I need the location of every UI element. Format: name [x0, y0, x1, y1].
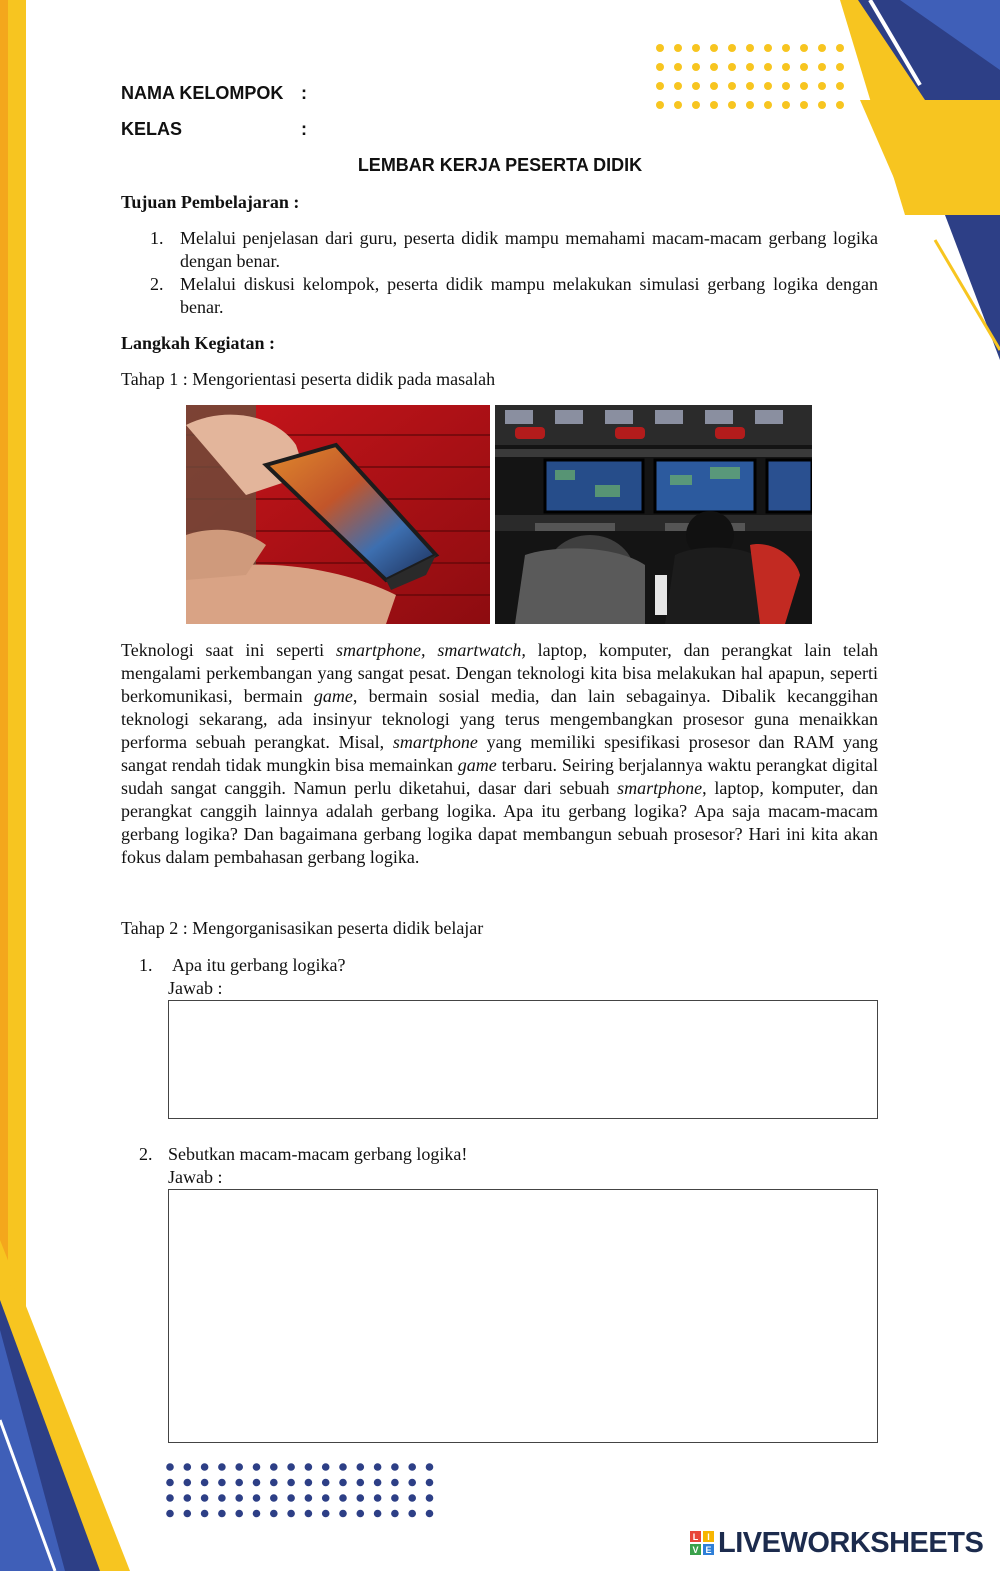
- decor-dot: [322, 1510, 330, 1518]
- decor-dot: [287, 1494, 295, 1502]
- decor-dot: [818, 63, 826, 71]
- decor-dot: [692, 63, 700, 71]
- decor-dot: [305, 1494, 313, 1502]
- decor-dot: [818, 82, 826, 90]
- decor-dot: [391, 1494, 399, 1502]
- decor-dot: [166, 1463, 174, 1471]
- decor-dot: [800, 101, 808, 109]
- paragraph-run: , bermain sosial media, dan lain sebagainya. Dibalik kecanggihan teknologi sekarang, ada insinyur teknologi yang terus mengembangkan prosesor guna menaikkan performa sebuah perangkat. Misal,: [121, 686, 878, 752]
- decor-dot: [692, 101, 700, 109]
- logo-letter: V: [690, 1544, 701, 1555]
- question-text: Sebutkan macam-macam gerbang logika!: [168, 1144, 468, 1164]
- decor-dot: [836, 82, 844, 90]
- decor-dot: [287, 1463, 295, 1471]
- liveworksheets-logo[interactable]: [690, 1526, 983, 1560]
- decor-dot: [253, 1479, 261, 1487]
- decor-dot: [746, 63, 754, 71]
- decor-dot: [710, 101, 718, 109]
- decor-dot: [357, 1494, 365, 1502]
- decor-dot: [253, 1463, 261, 1471]
- decor-dot: [201, 1463, 209, 1471]
- decor-dot: [201, 1494, 209, 1502]
- decor-dot: [836, 101, 844, 109]
- class-colon: :: [301, 119, 307, 139]
- paragraph-run: yang memiliki spesifikasi prosesor dan RAM yang sangat rendah tidak mungkin bisa memainkan: [121, 732, 878, 775]
- decor-dot: [201, 1510, 209, 1518]
- decor-dot: [305, 1479, 313, 1487]
- paragraph-italic-run: smartphone, smartwatch,: [336, 640, 526, 660]
- objective-number: 2.: [150, 274, 164, 294]
- page-title-text: LEMBAR KERJA PESERTA DIDIK: [357, 155, 643, 175]
- decor-dot: [235, 1479, 243, 1487]
- liveworksheets-logo-icon: [690, 1531, 714, 1555]
- answer-label: Jawab :: [168, 978, 223, 998]
- paragraph-italic-run: game: [313, 686, 353, 706]
- question-text: Apa itu gerbang logika?: [172, 955, 346, 975]
- decor-dot: [728, 63, 736, 71]
- decor-dot: [426, 1510, 434, 1518]
- decor-dot: [391, 1479, 399, 1487]
- answer-box-2[interactable]: [168, 1189, 878, 1443]
- decor-dot: [674, 44, 682, 52]
- decor-dot: [357, 1479, 365, 1487]
- logo-letter: E: [703, 1544, 714, 1555]
- paragraph-italic-run: smartphone: [392, 732, 478, 752]
- decor-dot: [764, 44, 772, 52]
- decor-dot: [800, 44, 808, 52]
- class-label: KELAS: [121, 119, 183, 139]
- blue-dot-grid: [162, 1460, 442, 1522]
- decor-dot: [656, 82, 664, 90]
- decor-dot: [782, 63, 790, 71]
- stage1-photos: [186, 405, 812, 624]
- decor-dot: [184, 1463, 192, 1471]
- objectives-heading: Tujuan Pembelajaran :: [121, 192, 300, 212]
- decor-dot: [674, 101, 682, 109]
- decor-dot: [218, 1510, 226, 1518]
- objectives-list: [150, 227, 878, 319]
- decor-dot: [674, 82, 682, 90]
- decor-dot: [322, 1463, 330, 1471]
- decor-dot: [836, 63, 844, 71]
- decor-dot: [656, 63, 664, 71]
- class-row: [121, 119, 307, 140]
- decor-dot: [800, 63, 808, 71]
- decor-dot: [782, 44, 790, 52]
- decor-dot: [374, 1479, 382, 1487]
- decor-dot: [270, 1510, 278, 1518]
- decor-dot: [408, 1510, 416, 1518]
- liveworksheets-wordmark: LIVEWORKSHEETS: [718, 1526, 984, 1559]
- decor-dot: [746, 82, 754, 90]
- decor-dot: [710, 82, 718, 90]
- objective-item: [150, 227, 878, 273]
- decor-dot: [391, 1463, 399, 1471]
- decor-dot: [746, 44, 754, 52]
- decor-dot: [391, 1510, 399, 1518]
- decor-dot: [782, 82, 790, 90]
- decor-dot: [426, 1494, 434, 1502]
- decor-dot: [426, 1463, 434, 1471]
- decor-dot: [782, 101, 790, 109]
- stage1-title: Tahap 1 : Mengorientasi peserta didik pada masalah: [121, 369, 496, 389]
- decor-dot: [674, 63, 682, 71]
- page-title: [0, 155, 1000, 176]
- decor-dot: [764, 82, 772, 90]
- yellow-dot-grid: [650, 40, 850, 112]
- stage2-title: Tahap 2 : Mengorganisasikan peserta didik belajar: [121, 918, 484, 938]
- decor-dot: [305, 1510, 313, 1518]
- decor-dot: [692, 82, 700, 90]
- decor-dot: [374, 1494, 382, 1502]
- decor-dot: [656, 101, 664, 109]
- decor-dot: [728, 44, 736, 52]
- decor-dot: [322, 1479, 330, 1487]
- decor-dot: [800, 82, 808, 90]
- decor-dot: [166, 1494, 174, 1502]
- objective-text: Melalui penjelasan dari guru, peserta didik mampu memahami macam-macam gerbang logika dengan benar.: [180, 228, 878, 271]
- decor-dot: [253, 1510, 261, 1518]
- paragraph-run: , laptop, komputer, dan perangkat canggih lainnya adalah gerbang logika. Apa itu gerbang logika? Apa saja macam-macam gerbang logika? Dan bagaimana gerbang logika dapat membangun sebuah prosesor? Hari ini kita akan fokus dalam pembahasan gerbang logika.: [121, 778, 878, 867]
- group-name-row: [121, 83, 307, 104]
- decor-dot: [322, 1494, 330, 1502]
- decor-dot: [408, 1463, 416, 1471]
- decor-dot: [746, 101, 754, 109]
- decor-dot: [339, 1510, 347, 1518]
- decor-dot: [374, 1510, 382, 1518]
- decor-dot: [166, 1479, 174, 1487]
- decor-dot: [357, 1510, 365, 1518]
- decor-dot: [710, 63, 718, 71]
- decor-dot: [408, 1494, 416, 1502]
- decor-dot: [218, 1479, 226, 1487]
- paragraph-italic-run: smartphone: [617, 778, 703, 798]
- objective-item: [150, 273, 878, 319]
- stage1-paragraph: [121, 639, 878, 869]
- question-number: 2.: [139, 1144, 153, 1164]
- decor-dot: [287, 1510, 295, 1518]
- group-name-label: NAMA KELOMPOK: [121, 83, 284, 103]
- decor-dot: [818, 101, 826, 109]
- decor-dot: [218, 1463, 226, 1471]
- decor-dot: [692, 44, 700, 52]
- paragraph-run: laptop, komputer, dan perangkat lain telah mengalami perkembangan yang sangat pesat. Dengan teknologi kita bisa melakukan hal apapun, seperti berkomunikasi, bermain: [121, 640, 878, 706]
- logo-letter: L: [690, 1531, 701, 1542]
- decor-dot: [305, 1463, 313, 1471]
- decor-dot: [426, 1479, 434, 1487]
- decor-dot: [270, 1463, 278, 1471]
- decor-dot: [728, 82, 736, 90]
- group-name-colon: :: [301, 83, 307, 103]
- decor-dot: [764, 63, 772, 71]
- decor-dot: [184, 1479, 192, 1487]
- paragraph-run: terbaru. Seiring berjalannya waktu perangkat digital sudah sangat canggih. Namun perlu diketahui, dasar dari sebuah: [121, 755, 878, 798]
- decor-dot: [201, 1479, 209, 1487]
- decor-dot: [184, 1494, 192, 1502]
- decor-dot: [656, 44, 664, 52]
- decor-dot: [270, 1494, 278, 1502]
- decor-dot: [818, 44, 826, 52]
- foldable-phone-photo: [186, 405, 490, 624]
- answer-label: Jawab :: [168, 1167, 223, 1187]
- decor-dot: [339, 1479, 347, 1487]
- decor-dot: [287, 1479, 295, 1487]
- objective-number: 1.: [150, 228, 164, 248]
- decor-dot: [166, 1510, 174, 1518]
- decor-dot: [270, 1479, 278, 1487]
- objective-text: Melalui diskusi kelompok, peserta didik mampu melakukan simulasi gerbang logika dengan benar.: [180, 274, 878, 317]
- decor-dot: [235, 1510, 243, 1518]
- answer-box-1[interactable]: [168, 1000, 878, 1119]
- decor-dot: [374, 1463, 382, 1471]
- question-number: 1.: [139, 955, 153, 975]
- decor-dot: [728, 101, 736, 109]
- decor-dot: [408, 1479, 416, 1487]
- decor-dot: [184, 1510, 192, 1518]
- decor-dot: [357, 1463, 365, 1471]
- logo-letter: I: [703, 1531, 714, 1542]
- decor-dot: [235, 1463, 243, 1471]
- paragraph-run: Teknologi saat ini seperti: [121, 640, 337, 660]
- decor-dot: [218, 1494, 226, 1502]
- decor-dot: [710, 44, 718, 52]
- decor-dot: [836, 44, 844, 52]
- decor-dot: [235, 1494, 243, 1502]
- decor-dot: [339, 1463, 347, 1471]
- gaming-cafe-photo: [495, 405, 812, 624]
- decor-dot: [764, 101, 772, 109]
- decor-dot: [253, 1494, 261, 1502]
- decor-dot: [339, 1494, 347, 1502]
- steps-heading: Langkah Kegiatan :: [121, 333, 276, 353]
- paragraph-italic-run: game: [457, 755, 497, 775]
